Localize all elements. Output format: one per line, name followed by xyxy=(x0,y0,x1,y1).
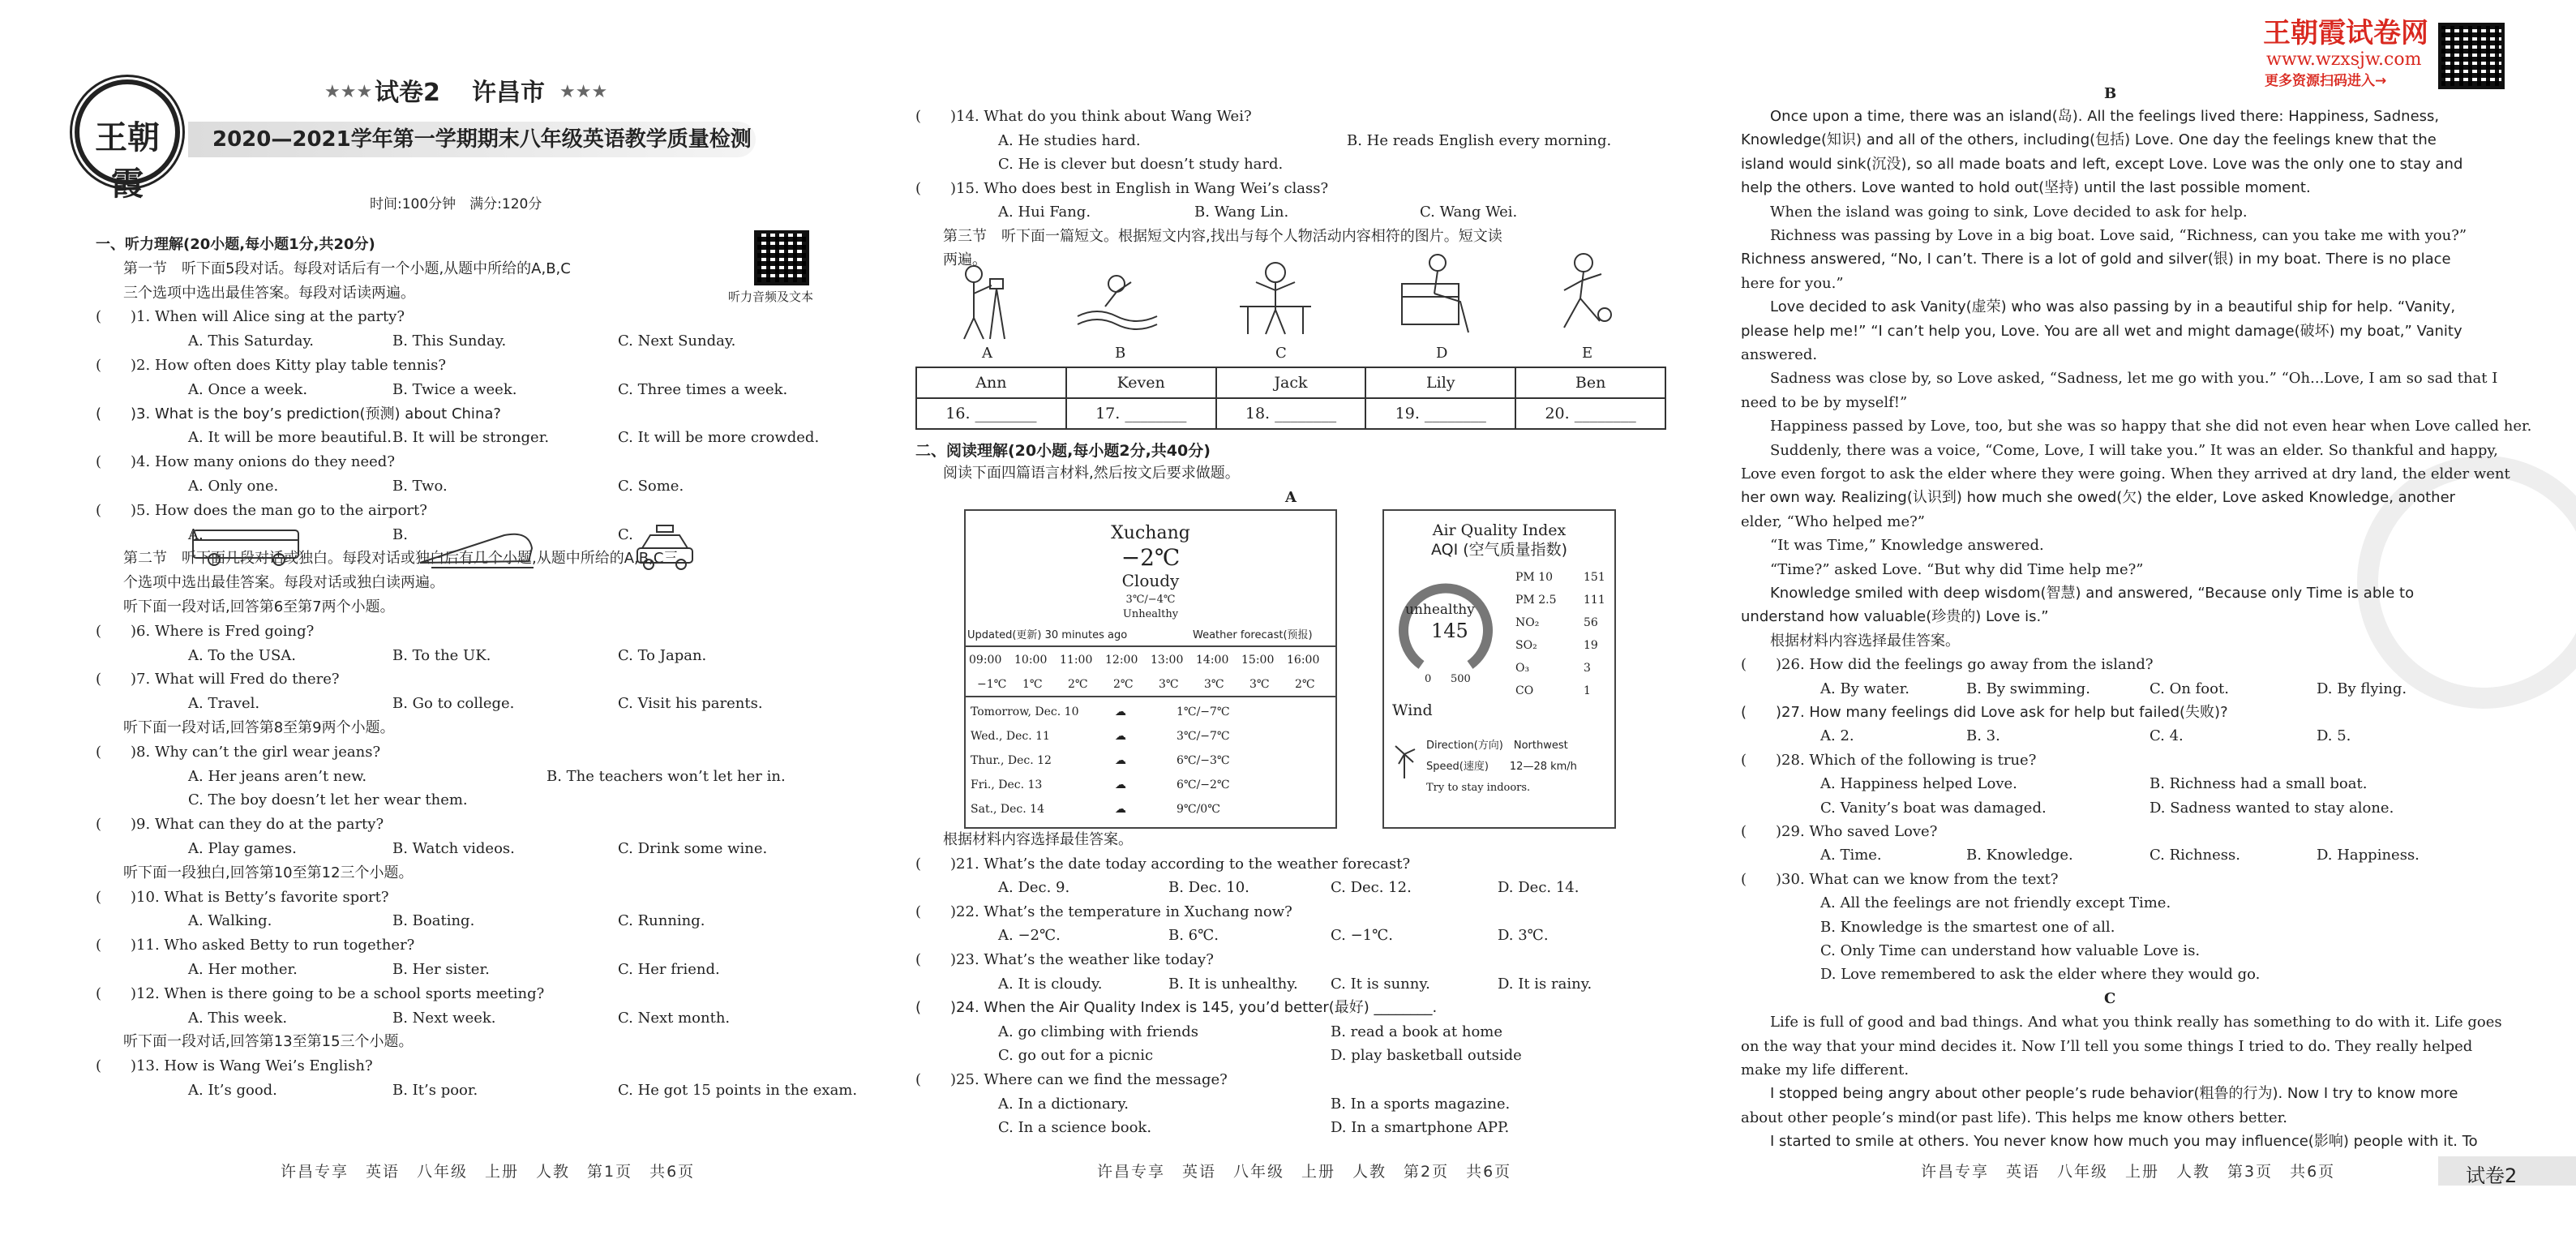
option: A. −2℃. xyxy=(998,927,1061,945)
option: C. He got 15 points in the exam. xyxy=(618,1082,858,1099)
gauge-max: 500 xyxy=(1451,673,1471,685)
question: ( )8. Why can’t the girl wear jeans? xyxy=(96,743,381,761)
option: B. It will be stronger. xyxy=(392,429,550,447)
option: C. Some. xyxy=(618,478,684,495)
option: B. Knowledge. xyxy=(1966,847,2073,864)
windmill-icon xyxy=(1392,743,1417,778)
answer-blank[interactable]: 18. ________ xyxy=(1216,398,1366,429)
dancer-picture xyxy=(1237,258,1314,339)
person-name: Ann xyxy=(916,367,1066,398)
aqi-title: Air Quality Index xyxy=(1432,521,1567,539)
day-label: Thur., Dec. 12 xyxy=(971,754,1052,767)
day-temp: 6℃/−3℃ xyxy=(1177,754,1230,767)
option: C. Drink some wine. xyxy=(618,840,768,857)
page-1-footer: 许昌专享 英语 八年级 上册 人教 第1页 共6页 xyxy=(281,1163,696,1181)
text-line: help the others. Love wanted to hold out(坚持) until the last possible moment. xyxy=(1741,179,2311,197)
hour-temp: 3℃ xyxy=(1249,678,1270,691)
hour-label: 12:00 xyxy=(1105,654,1138,667)
passage-b-label: B xyxy=(2104,85,2117,102)
option: A. It will be more beautiful. xyxy=(188,429,392,447)
text-line: 第一节 听下面5段对话。每段对话后有一个小题,从题中所给的A,B,C xyxy=(123,259,571,277)
picture-label: D xyxy=(1436,345,1448,362)
weather-icon: ☁ xyxy=(1115,705,1126,718)
text-line: Sadness was close by, so Love asked, “Sadness, let me go with you.” “Oh...Love, I am so sad that I xyxy=(1741,370,2498,388)
day-label: Tomorrow, Dec. 10 xyxy=(971,705,1079,718)
hour-temp: 1℃ xyxy=(1022,678,1043,691)
option: B. By swimming. xyxy=(1966,680,2090,697)
question: ( )12. When is there going to be a school sports meeting? xyxy=(96,984,545,1002)
audio-qr-code[interactable] xyxy=(754,230,809,285)
question: ( )13. How is Wang Wei’s English? xyxy=(96,1057,373,1075)
option: A. Dec. 9. xyxy=(998,879,1070,897)
pollutant-name: SO₂ xyxy=(1515,639,1537,652)
text-line: 听下面一段对话,回答第13至第15三个小题。 xyxy=(123,1033,414,1051)
option: A. Hui Fang. xyxy=(998,204,1091,221)
hour-temp: 3℃ xyxy=(1204,678,1224,691)
question: ( )2. How often does Kitty play table tennis? xyxy=(96,357,447,374)
question: ( )25. Where can we find the message? xyxy=(915,1071,1228,1088)
text-line: elder, “Who helped me?” xyxy=(1741,512,1926,530)
section-2-intro: 阅读下面四篇语言材料,然后按文后要求做题。 xyxy=(943,465,1240,482)
option: A. Her mother. xyxy=(188,961,298,978)
option: A. Walking. xyxy=(188,912,272,930)
text-line: A. All the feelings are not friendly except Time. xyxy=(1820,894,2171,912)
option: B. It is unhealthy. xyxy=(1168,975,1298,993)
question: ( )29. Who saved Love? xyxy=(1741,823,1938,840)
option: A. Time. xyxy=(1820,847,1882,864)
train-icon xyxy=(415,516,537,572)
option: A. To the USA. xyxy=(188,646,297,664)
person-name: Jack xyxy=(1216,367,1366,398)
stars-left: ★★★ xyxy=(324,82,373,102)
weather-updated: Updated(更新) 30 minutes ago xyxy=(967,629,1128,641)
hour-label: 15:00 xyxy=(1241,654,1275,667)
option: B. He reads English every morning. xyxy=(1347,131,1612,149)
option: C. Vanity’s boat was damaged. xyxy=(1820,799,2047,817)
resource-qr-code[interactable] xyxy=(2438,23,2505,89)
weather-aq: Unhealthy xyxy=(1122,608,1179,620)
passage-a-label: A xyxy=(1285,489,1297,506)
option: C. Richness. xyxy=(2150,847,2240,864)
gauge-label: unhealthy xyxy=(1405,602,1475,618)
weather-card xyxy=(964,509,1337,829)
weather-condition: Cloudy xyxy=(1121,571,1180,590)
hour-label: 16:00 xyxy=(1287,654,1320,667)
option: A. Happiness helped Love. xyxy=(1820,775,2017,793)
option: C. go out for a picnic xyxy=(998,1047,1154,1065)
question: ( )30. What can we know from the text? xyxy=(1741,870,2059,888)
option: A. This week. xyxy=(188,1009,288,1027)
option: C. It will be more crowded. xyxy=(618,429,820,447)
page-2-footer: 许昌专享 英语 八年级 上册 人教 第2页 共6页 xyxy=(1097,1163,1512,1181)
day-temp: 6℃/−2℃ xyxy=(1177,778,1230,791)
question: ( )10. What is Betty’s favorite sport? xyxy=(96,888,389,906)
option: B. Dec. 10. xyxy=(1168,879,1249,897)
question: ( )21. What’s the date today according to the weather forecast? xyxy=(915,855,1411,873)
person-name: Lily xyxy=(1365,367,1515,398)
option: B. Her sister. xyxy=(392,961,490,978)
text-line: Knowledge smiled with deep wisdom(智慧) and answered, “Because only Time is able to xyxy=(1741,585,2415,602)
day-label: Fri., Dec. 13 xyxy=(971,778,1043,791)
option: C. Three times a week. xyxy=(618,380,788,398)
option: A. go climbing with friends xyxy=(998,1023,1199,1040)
option: B. This Sunday. xyxy=(392,332,507,350)
option: A. In a dictionary. xyxy=(998,1095,1129,1113)
text-line: Life is full of good and bad things. And what you think really has something to do with it. Life goes xyxy=(1741,1014,2502,1031)
option: B. Two. xyxy=(392,478,448,495)
answer-blank[interactable]: 20. ________ xyxy=(1515,398,1665,429)
text-line: her own way. Realizing(认识到) how much she owed(欠) the elder, Love asked Knowledge, another xyxy=(1741,489,2456,507)
text-line: 第三节 听下面一篇短文。根据短文内容,找出与每个人物活动内容相符的图片。短文读 xyxy=(943,227,1502,245)
picture-label: A xyxy=(982,345,992,362)
option: C. xyxy=(618,525,633,543)
question: ( )9. What can they do at the party? xyxy=(96,816,384,834)
option: C. In a science book. xyxy=(998,1119,1152,1137)
pollutant-value: 111 xyxy=(1584,594,1605,607)
text-line: “Time?” asked Love. “But why did Time help me?” xyxy=(1741,560,2144,578)
option: A. Once a week. xyxy=(188,380,308,398)
option: C. To Japan. xyxy=(618,646,707,664)
option: A. Only one. xyxy=(188,478,279,495)
question: ( )26. How did the feelings go away from the island? xyxy=(1741,656,2154,674)
option: B. The teachers won’t let her in. xyxy=(546,767,786,785)
text-line: 三个选项中选出最佳答案。每段对话读两遍。 xyxy=(123,284,415,302)
text-line: C xyxy=(2104,989,2116,1007)
pollutant-name: PM 2.5 xyxy=(1515,594,1557,607)
text-line: on the way that your mind decides it. Now I’ll tell you some things I tried to do. They really helped xyxy=(1741,1037,2473,1055)
wind-speed: Speed(速度) 12—28 km/h xyxy=(1426,761,1577,773)
person-name: Keven xyxy=(1066,367,1216,398)
option: B. Twice a week. xyxy=(392,380,517,398)
gauge-min: 0 xyxy=(1425,673,1432,685)
text-line: D. Love remembered to ask the elder where they would go. xyxy=(1820,966,2261,984)
text-line: island would sink(沉没), so all made boats and left, except Love. Love was the only one to stay and xyxy=(1741,155,2463,173)
question: ( )24. When the Air Quality Index is 145, you’d better(最好) ________. xyxy=(915,999,1438,1017)
city-name: 许昌市 xyxy=(472,79,545,107)
stars-right: ★★★ xyxy=(559,82,608,102)
text-line: Once upon a time, there was an island(岛). All the feelings lived there: Happiness, Sadness, xyxy=(1741,108,2440,125)
option: A. 2. xyxy=(1820,727,1854,745)
text-line: 根据材料内容选择最佳答案。 xyxy=(1741,632,1960,650)
option: B. read a book at home xyxy=(1331,1023,1503,1040)
text-line: about other people’s mind(or past life). This helps me know others better. xyxy=(1741,1108,2287,1126)
question: ( )7. What will Fred do there? xyxy=(96,671,340,688)
option: C. Next month. xyxy=(618,1009,731,1027)
option: B. Watch videos. xyxy=(392,840,515,857)
taxi-icon xyxy=(634,524,696,574)
wind-direction: Direction(方向) Northwest xyxy=(1426,740,1568,752)
option: B. Wang Lin. xyxy=(1194,204,1289,221)
scan-hint: 更多资源扫码进入→ xyxy=(2265,73,2387,89)
text-line: 第二节 听下面几段对话或独白。每段对话或独白后有几个小题,从题中所给的A,B,C三 xyxy=(123,550,679,568)
picture-label: B xyxy=(1115,345,1126,362)
text-line: C. Only Time can understand how valuable Love is. xyxy=(1820,942,2201,959)
wind-label: Wind xyxy=(1392,701,1433,719)
option: B. It’s poor. xyxy=(392,1082,478,1099)
pollutant-name: CO xyxy=(1515,684,1534,697)
pollutant-name: O₃ xyxy=(1515,662,1530,675)
pollutant-value: 3 xyxy=(1584,662,1591,675)
text-line: 听下面一段对话,回答第8至第9两个小题。 xyxy=(123,719,395,736)
hour-label: 13:00 xyxy=(1151,654,1184,667)
gauge-value: 145 xyxy=(1431,620,1468,642)
logo-seal xyxy=(75,79,180,203)
hour-temp: 2℃ xyxy=(1068,678,1088,691)
question: ( )15. Who does best in English in Wang Wei’s class? xyxy=(915,179,1329,197)
aqi-card xyxy=(1382,509,1616,829)
text-line: B. Knowledge is the smartest one of all. xyxy=(1820,918,2115,936)
text-line: “It was Time,” Knowledge answered. xyxy=(1741,537,2044,555)
day-temp: 3℃/−7℃ xyxy=(1177,730,1230,743)
option: B. In a sports magazine. xyxy=(1331,1095,1511,1113)
question: ( )6. Where is Fred going? xyxy=(96,622,315,640)
test-tag xyxy=(2438,1156,2576,1186)
runner-picture xyxy=(1548,250,1618,339)
option: C. Her friend. xyxy=(618,961,720,978)
hour-label: 11:00 xyxy=(1060,654,1093,667)
answer-blank[interactable]: 19. ________ xyxy=(1365,398,1515,429)
question: ( )27. How many feelings did Love ask for help but failed(失败)? xyxy=(1741,704,2228,721)
hour-temp: 2℃ xyxy=(1113,678,1134,691)
option: D. Dec. 14. xyxy=(1498,879,1579,897)
text-line: C. He is clever but doesn’t study hard. xyxy=(998,156,1284,173)
names-row xyxy=(916,367,1665,398)
option: B. 3. xyxy=(1966,727,2000,745)
text-line: I stopped being angry about other people’s rude behavior(粗鲁的行为). Now I try to know more xyxy=(1741,1085,2458,1103)
text-line: 一、听力理解(20小题,每小题1分,共20分) xyxy=(96,236,375,253)
weather-range: 3℃/−4℃ xyxy=(1125,594,1176,606)
brand-site[interactable]: www.wzxsjw.com xyxy=(2266,49,2422,70)
option: C. Visit his parents. xyxy=(618,695,763,713)
page-3-footer: 许昌专享 英语 八年级 上册 人教 第3页 共6页 xyxy=(1921,1163,2336,1181)
qr-caption: 听力音频及文本 xyxy=(728,289,814,304)
option: D. 3℃. xyxy=(1498,927,1549,945)
text-line: need to be by myself!” xyxy=(1741,393,1908,411)
text-line: here for you.” xyxy=(1741,274,1844,292)
pollutant-value: 56 xyxy=(1584,616,1598,629)
option: D. 5. xyxy=(2317,727,2351,745)
pollutant-value: 151 xyxy=(1584,571,1605,584)
option: B. Next week. xyxy=(392,1009,496,1027)
option: A. Travel. xyxy=(188,695,260,713)
day-temp: 9℃/0℃ xyxy=(1177,803,1220,816)
text-line: Knowledge(知识) and all of the others, including(包括) Love. One day the feelings knew that the xyxy=(1741,131,2437,149)
hour-label: 10:00 xyxy=(1014,654,1048,667)
question: ( )14. What do you think about Wang Wei? xyxy=(915,108,1252,125)
question: ( )28. Which of the following is true? xyxy=(1741,751,2037,769)
logo-text: 王朝霞 xyxy=(95,118,160,203)
option: A. By water. xyxy=(1820,680,1909,697)
text-line: answered. xyxy=(1741,346,1818,363)
text-line: When the island was going to sink, Love decided to ask for help. xyxy=(1741,203,2248,221)
exam-title: 2020—2021学年第一学期期末八年级英语教学质量检测 xyxy=(212,127,752,152)
option: D. By flying. xyxy=(2317,680,2407,697)
weather-forecast-label: Weather forecast(预报) xyxy=(1193,629,1313,641)
hour-temp: 2℃ xyxy=(1295,678,1315,691)
text-line: Richness answered, “No, I can’t. There is a lot of gold and silver(银) in my boat. There is no place xyxy=(1741,251,2451,268)
question: ( )1. When will Alice sing at the party? xyxy=(96,308,405,326)
option: B. To the UK. xyxy=(392,646,491,664)
hour-temp: 3℃ xyxy=(1159,678,1179,691)
matching-table xyxy=(915,367,1666,430)
option: C. −1℃. xyxy=(1331,927,1393,945)
option: D. Happiness. xyxy=(2317,847,2420,864)
option: B. Boating. xyxy=(392,912,475,930)
photographer-picture xyxy=(949,261,1014,342)
picture-label: E xyxy=(1582,345,1593,362)
option: C. Running. xyxy=(618,912,705,930)
option: C. Next Sunday. xyxy=(618,332,736,350)
text-line: understand how valuable(珍贵的) Love is.” xyxy=(1741,608,2049,626)
option: A. This Saturday. xyxy=(188,332,315,350)
page-2 xyxy=(896,0,1707,1235)
option: A. It’s good. xyxy=(188,1082,277,1099)
answer-blank[interactable]: 17. ________ xyxy=(1066,398,1216,429)
text-line: Love decided to ask Vanity(虚荣) who was also passing by in a beautiful ship for help. “Vanity, xyxy=(1741,298,2456,316)
text-line: 根据材料内容选择最佳答案。 xyxy=(943,831,1133,848)
option: A. Play games. xyxy=(188,840,297,857)
day-label: Sat., Dec. 14 xyxy=(971,803,1044,816)
text-line: I started to smile at others. You never know how much you may influence(影响) people with it. To xyxy=(1741,1133,2478,1151)
option: D. play basketball outside xyxy=(1331,1047,1522,1065)
section-2-heading: 二、阅读理解(20小题,每小题2分,共40分) xyxy=(915,442,1211,460)
answer-blank[interactable]: 16. ________ xyxy=(916,398,1066,429)
picture-label: C xyxy=(1275,345,1287,362)
text-line: 两遍。 xyxy=(943,251,987,268)
pollutant-value: 19 xyxy=(1584,639,1598,652)
text-line: 个选项中选出最佳答案。每段对话或独白读两遍。 xyxy=(123,574,444,592)
aqi-subtitle: AQI (空气质量指数) xyxy=(1430,541,1568,559)
question: ( )23. What’s the weather like today? xyxy=(915,951,1214,968)
aqi-tip: Try to stay indoors. xyxy=(1426,782,1531,794)
swimmer-picture xyxy=(1073,268,1162,332)
weather-icon: ☁ xyxy=(1115,754,1126,767)
option: C. Dec. 12. xyxy=(1331,879,1412,897)
pollutant-value: 1 xyxy=(1584,684,1591,697)
hour-label: 09:00 xyxy=(969,654,1002,667)
text-line: Suddenly, there was a voice, “Come, Love, I will take you.” It was an elder. So thankful and happy, xyxy=(1741,441,2498,459)
page-3 xyxy=(1707,0,2576,1235)
option: D. In a smartphone APP. xyxy=(1331,1119,1510,1137)
option: A. Her jeans aren’t new. xyxy=(188,767,367,785)
test-tag-label: 试卷2 xyxy=(2466,1164,2518,1187)
option: B. Go to college. xyxy=(392,695,515,713)
piano-picture xyxy=(1395,251,1477,341)
text-line: Richness was passing by Love in a big boat. Love said, “Richness, can you take me with you?” xyxy=(1741,227,2467,244)
weather-icon: ☁ xyxy=(1115,778,1126,791)
day-label: Wed., Dec. 11 xyxy=(971,730,1050,743)
person-name: Ben xyxy=(1515,367,1665,398)
text-line: Love even forgot to ask the elder where they were going. When they arrived at dry land, the elder went xyxy=(1741,465,2510,482)
day-temp: 1℃/−7℃ xyxy=(1177,705,1230,718)
option: A. It is cloudy. xyxy=(998,975,1103,993)
text-line: please help me!” “I can’t help you, Love. You are all wet and might damage(破坏) my boat,” Vanity xyxy=(1741,322,2462,340)
question: ( )11. Who asked Betty to run together? xyxy=(96,937,415,954)
weather-city: Xuchang xyxy=(1111,523,1190,543)
option: C. 4. xyxy=(2150,727,2184,745)
question: ( )4. How many onions do they need? xyxy=(96,453,395,471)
pollutant-name: PM 10 xyxy=(1515,571,1554,584)
text-line: make my life different. xyxy=(1741,1061,1909,1078)
answers-row xyxy=(916,398,1665,429)
test-name: 试卷2 xyxy=(375,79,440,107)
question: ( )22. What’s the temperature in Xuchang now? xyxy=(915,903,1292,920)
weather-icon: ☁ xyxy=(1115,803,1126,816)
option: A. xyxy=(188,525,204,543)
question: ( )3. What is the boy’s prediction(预测) about China? xyxy=(96,405,501,422)
page-1 xyxy=(0,0,896,1235)
brand-name: 王朝霞试卷网 xyxy=(2263,17,2428,49)
question: ( )5. How does the man go to the airport? xyxy=(96,501,427,519)
option: B. xyxy=(392,525,408,543)
hour-temp: −1℃ xyxy=(977,678,1007,691)
bus-icon xyxy=(190,525,303,568)
option: C. Wang Wei. xyxy=(1420,204,1518,221)
option: A. He studies hard. xyxy=(998,131,1141,149)
option: C. On foot. xyxy=(2150,680,2229,697)
text-line: 听下面一段对话,回答第6至第7两个小题。 xyxy=(123,598,395,615)
weather-icon: ☁ xyxy=(1115,730,1126,743)
text-line: 听下面一段独白,回答第10至第12三个小题。 xyxy=(123,864,414,881)
option: C. It is sunny. xyxy=(1331,975,1430,993)
weather-temp: −2℃ xyxy=(1121,544,1181,571)
option: D. Sadness wanted to stay alone. xyxy=(2150,799,2394,817)
pollutant-name: NO₂ xyxy=(1515,616,1540,629)
text-line: C. The boy doesn’t let her wear them. xyxy=(188,791,468,809)
hour-label: 14:00 xyxy=(1196,654,1229,667)
time-info: 时间:100分钟 满分:120分 xyxy=(370,196,542,212)
text-line: Happiness passed by Love, too, but she was so happy that she did not even hear when Love called her. xyxy=(1741,418,2532,435)
option: D. It is rainy. xyxy=(1498,975,1592,993)
option: B. Richness had a small boat. xyxy=(2150,775,2368,793)
option: B. 6℃. xyxy=(1168,927,1219,945)
